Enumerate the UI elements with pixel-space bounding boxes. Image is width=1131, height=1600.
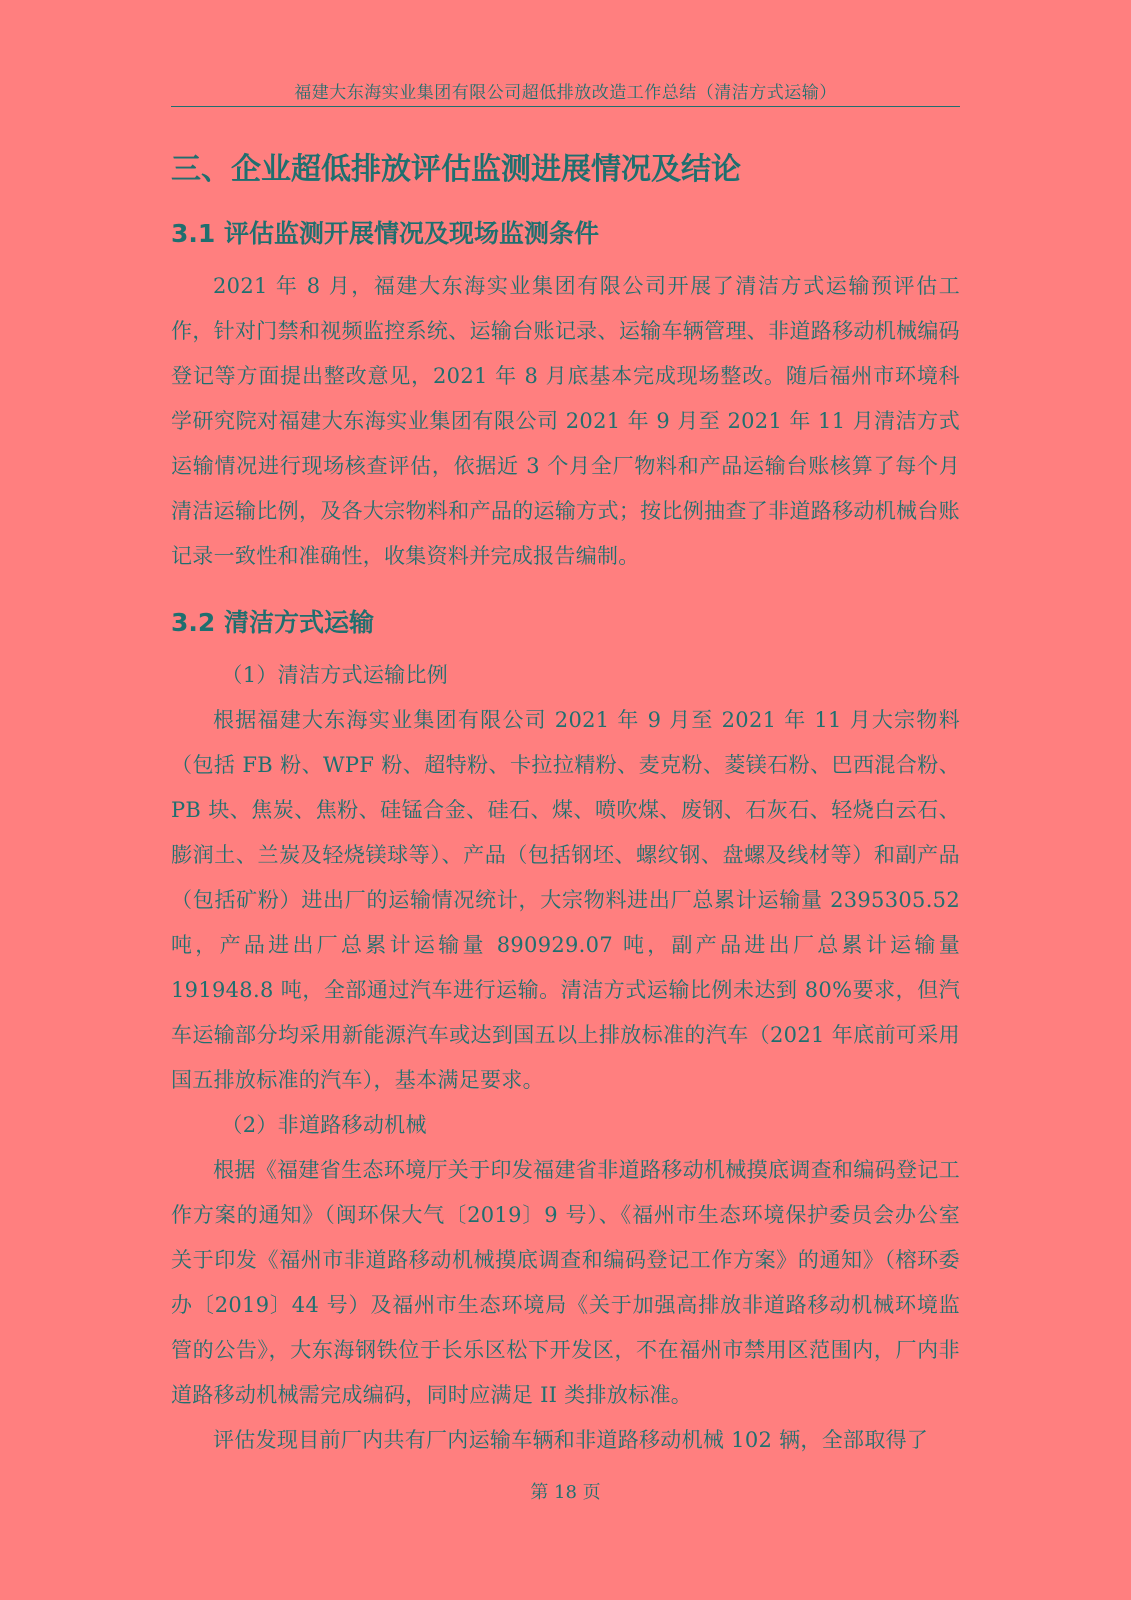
- item-2-paragraph-continued: 评估发现目前厂内共有厂内运输车辆和非道路移动机械 102 辆，全部取得了: [213, 1428, 929, 1452]
- running-header: 福建大东海实业集团有限公司超低排放改造工作总结（清洁方式运输）: [294, 83, 837, 103]
- page-number: 第 18 页: [530, 1482, 601, 1503]
- chapter-title: 三、企业超低排放评估监测进展情况及结论: [171, 152, 741, 187]
- item-1-label: （1）清洁方式运输比例: [221, 663, 449, 687]
- section-heading-3-1: 3.1 评估监测开展情况及现场监测条件: [171, 219, 599, 248]
- item-2-label: （2）非道路移动机械: [221, 1113, 427, 1137]
- page-body: [171, 140, 960, 1463]
- item-2-paragraph: 根据《福建省生态环境厅关于印发福建省非道路移动机械摸底调查和编码登记工作方案的通知》（闽环保大气〔2019〕9 号）、《福州市生态环境保护委员会办公室关于印发《福州市非道路移动机械摸底调查和编码登记工作方案》的通知》（榕环委办〔2019〕44 号）及福州市生态环境局《关于加强高排放非道路移动机械环境监管的公告》，大东海钢铁位于长乐区松下开发区，不在福州市禁用区范围内，厂内非道路移动机械需完成编码，同时应满足 II 类排放标准。: [171, 1158, 960, 1407]
- item-1-paragraph: 根据福建大东海实业集团有限公司 2021 年 9 月至 2021 年 11 月大宗物料（包括 FB 粉、WPF 粉、超特粉、卡拉拉精粉、麦克粉、菱镁石粉、巴西混合粉、PB 块、焦炭、焦粉、硅锰合金、硅石、煤、喷吹煤、废钢、石灰石、轻烧白云石、膨润土、兰炭及轻烧镁球等）、产品（包括钢坯、螺纹钢、盘螺及线材等）和副产品（包括矿粉）进出厂的运输情况统计，大宗物料进出厂总累计运输量 2395305.52 吨，产品进出厂总累计运输量 890929.07 吨，副产品进出厂总累计运输量 191948.8 吨，全部通过汽车进行运输。清洁方式运输比例未达到 80%要求，但汽车运输部分均采用新能源汽车或达到国五以上排放标准的汽车（2021 年底前可采用国五排放标准的汽车），基本满足要求。: [171, 708, 960, 1092]
- section-3-1-paragraph: 2021 年 8 月，福建大东海实业集团有限公司开展了清洁方式运输预评估工作，针对门禁和视频监控系统、运输台账记录、运输车辆管理、非道路移动机械编码登记等方面提出整改意见，2021 年 8 月底基本完成现场整改。随后福州市环境科学研究院对福建大东海实业集团有限公司 2021 年 9 月至 2021 年 11 月清洁方式运输情况进行现场核查评估，依据近 3 个月全厂物料和产品运输台账核算了每个月清洁运输比例，及各大宗物料和产品的运输方式；按比例抽查了非道路移动机械台账记录一致性和准确性，收集资料并完成报告编制。: [171, 274, 960, 568]
- section-heading-3-2: 3.2 清洁方式运输: [171, 608, 374, 637]
- header-divider: [171, 106, 960, 107]
